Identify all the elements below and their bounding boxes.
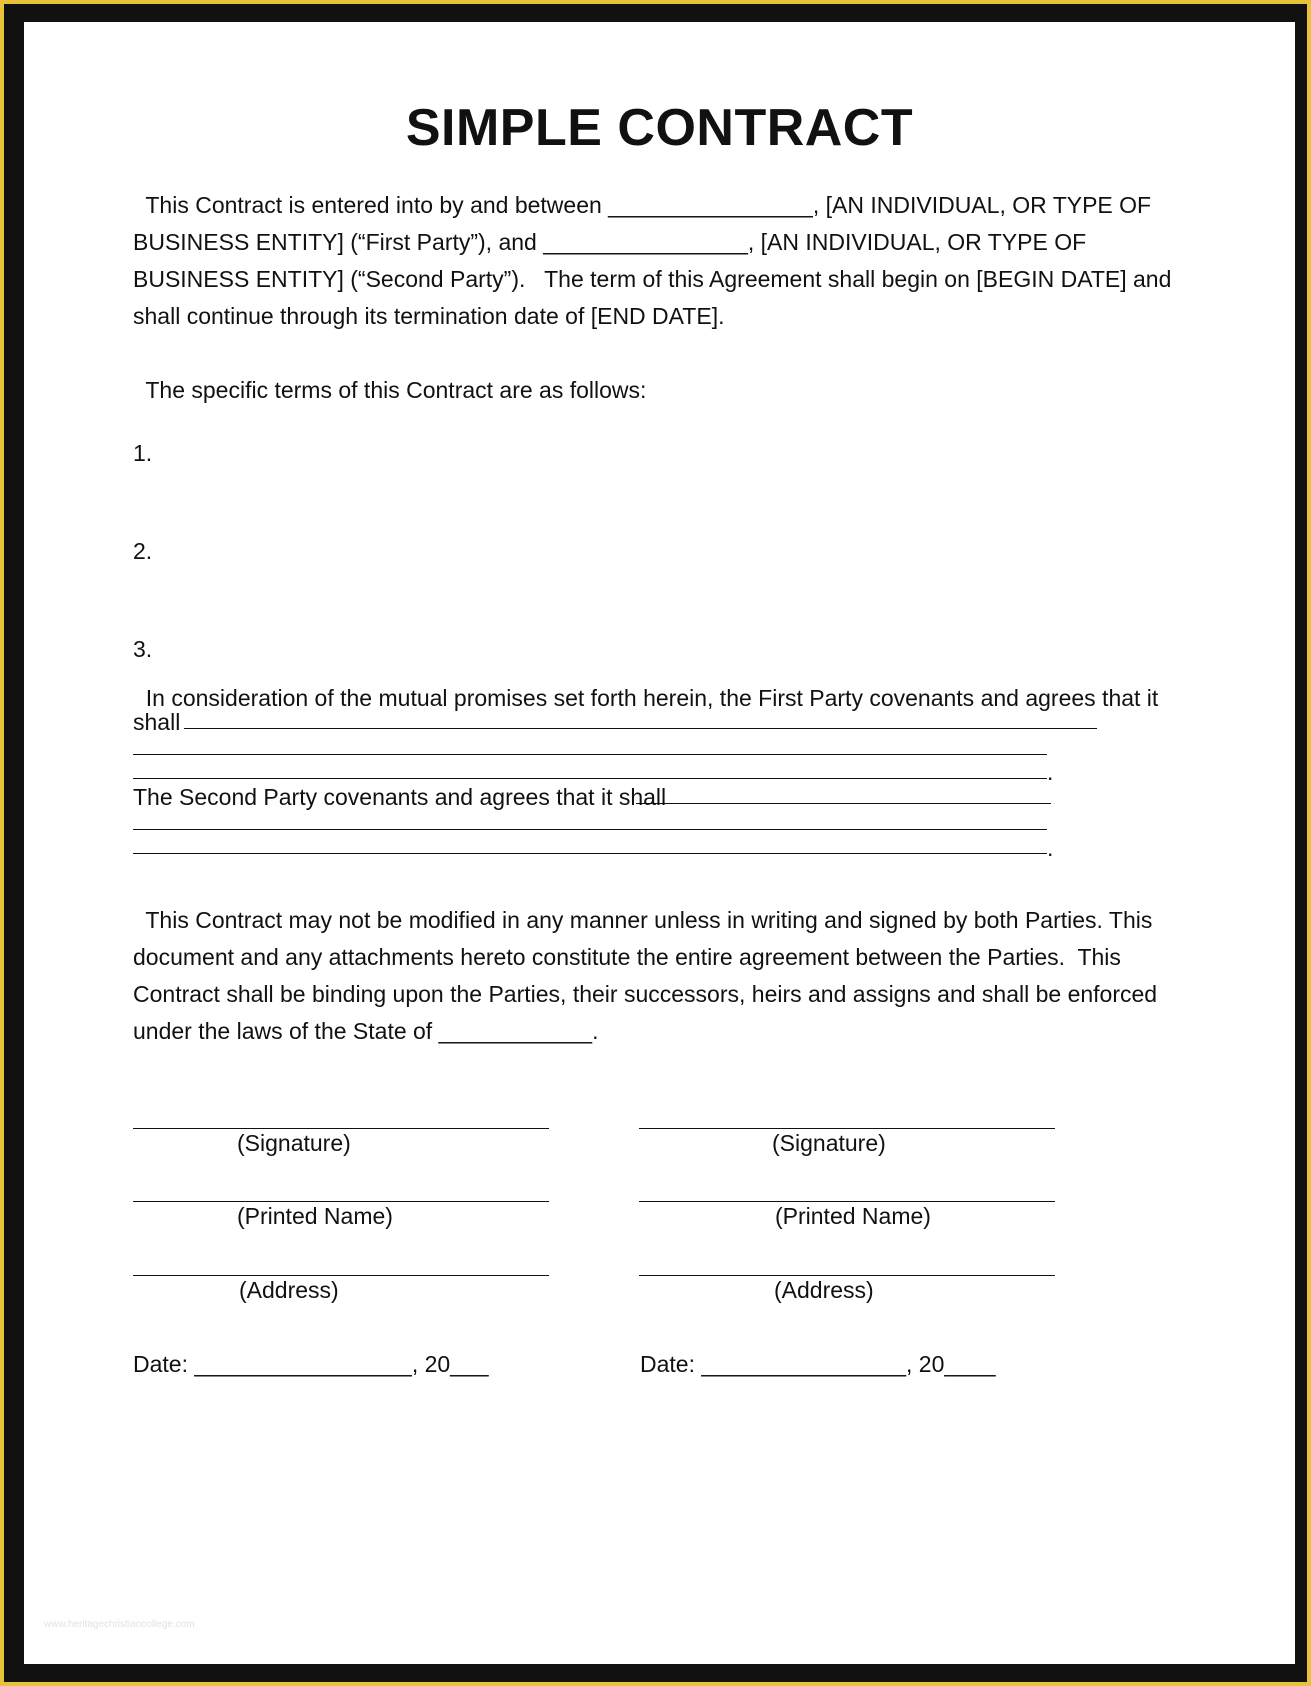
second-party-obligation-period: . [1047,835,1054,861]
terms-heading: The specific terms of this Contract are as follows: [133,377,647,403]
outer-frame [4,4,1307,1682]
second-party-shall-label: The Second Party covenants and agrees that it shall [133,784,667,810]
intro-line-1: This Contract is entered into by and between ________________, [AN INDIVIDUAL, OR TYPE OF [133,192,1152,218]
closing-line-1: This Contract may not be modified in any manner unless in writing and signed by both Parties. This [133,907,1153,933]
consideration-line-1: In consideration of the mutual promises set forth herein, the First Party covenants and agrees that it [133,685,1159,711]
second-party-address-caption: (Address) [774,1277,874,1303]
intro-line-3: BUSINESS ENTITY] (“Second Party”). The term of this Agreement shall begin on [BEGIN DATE] and [133,266,1172,292]
first-party-signature-caption: (Signature) [237,1130,351,1156]
first-party-date[interactable]: Date: _________________, 20___ [133,1351,489,1377]
first-party-address-line[interactable] [133,1275,549,1276]
second-party-obligation-line-3[interactable] [133,853,1047,854]
closing-line-3: Contract shall be binding upon the Parties, their successors, heirs and assigns and shall be enforced [133,981,1158,1007]
first-party-printed-name-line[interactable] [133,1201,549,1202]
first-party-obligation-line-1[interactable] [184,728,1097,729]
first-party-address-caption: (Address) [239,1277,339,1303]
watermark-text: www.heritagechristiancollege.com [44,1619,195,1630]
first-party-obligation-line-2[interactable] [133,754,1047,755]
closing-line-4: under the laws of the State of ____________. [133,1018,599,1044]
first-party-printed-name-caption: (Printed Name) [237,1203,393,1229]
second-party-printed-name-line[interactable] [639,1201,1055,1202]
second-party-date[interactable]: Date: ________________, 20____ [640,1351,996,1377]
closing-line-2: document and any attachments hereto constitute the entire agreement between the Parties. This [133,944,1121,970]
intro-line-2: BUSINESS ENTITY] (“First Party”), and ________________, [AN INDIVIDUAL, OR TYPE OF [133,229,1087,255]
second-party-signature-line[interactable] [639,1128,1055,1129]
term-item-2: 2. [133,538,153,564]
second-party-signature-caption: (Signature) [772,1130,886,1156]
document-title: SIMPLE CONTRACT [405,99,914,157]
second-party-printed-name-caption: (Printed Name) [775,1203,931,1229]
second-party-obligation-line-1[interactable] [636,803,1051,804]
first-party-obligation-line-3[interactable] [133,778,1047,779]
term-item-3: 3. [133,636,153,662]
intro-line-4: shall continue through its termination date of [END DATE]. [133,303,725,329]
first-party-shall-label: shall [133,709,181,735]
contract-page [24,22,1295,1664]
first-party-signature-line[interactable] [133,1128,549,1129]
second-party-obligation-line-2[interactable] [133,829,1047,830]
second-party-address-line[interactable] [639,1275,1055,1276]
term-item-1: 1. [133,440,153,466]
first-party-obligation-period: . [1047,759,1054,785]
